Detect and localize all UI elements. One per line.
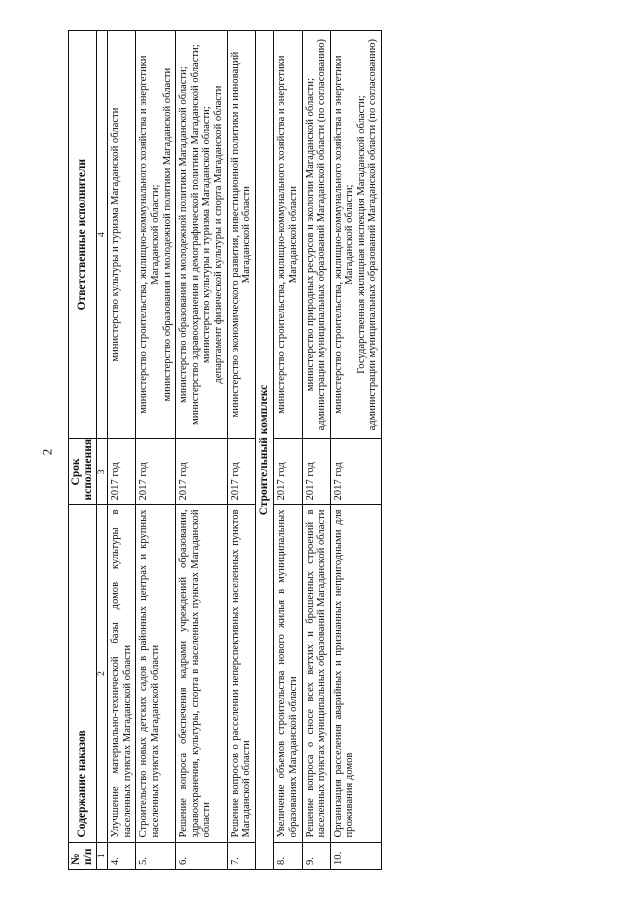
table-row [330, 31, 381, 870]
row-content: Увеличение объемов строительства нового жилья в муниципальных образованиях Магаданской области [274, 505, 302, 842]
executor-line: администрации муниципальных образований Магаданской области (по согласованию) [316, 38, 328, 431]
row-executors [108, 31, 136, 439]
table-header-row [69, 31, 97, 870]
executor-line: Государственная жилищная инспекция Магаданской области; [355, 95, 367, 374]
row-term: 2017 год [227, 439, 255, 505]
row-term: 2017 год [108, 439, 136, 505]
row-content: Решение вопроса о сносе всех ветхих и брошенных строений в населенных пунктах муниципальных образований Магаданской области [302, 505, 330, 842]
table-row [274, 31, 302, 870]
row-number: 4. [108, 842, 136, 869]
header-content: Содержание наказов [69, 505, 97, 842]
row-content: Строительство новых детских садов в районных центрах и крупных населенных пунктах Магаданской области [136, 505, 176, 842]
header-executors: Ответственные исполнители [69, 31, 97, 439]
section-row [255, 31, 274, 870]
executor-line: министерство образования и молодежной политики Магаданской области; [178, 66, 190, 404]
table-row [302, 31, 330, 870]
header-term: Срок исполнения [69, 439, 97, 505]
row-term: 2017 год [136, 439, 176, 505]
table-row [176, 31, 227, 870]
executor-line: министерство экономического развития, инвестиционной политики и инноваций Магаданской области [229, 51, 253, 418]
table-row [108, 31, 136, 870]
executor-line: министерство строительства, жилищно-коммунального хозяйства и энергетики Магаданской области; [138, 55, 161, 414]
table-row [227, 31, 255, 870]
executor-line: министерство природных ресурсов и экологии Магаданской области; [304, 78, 316, 392]
executor-line: министерство здравоохранения и демографической политики Магаданской области; [189, 44, 201, 426]
row-number: 7. [227, 842, 255, 869]
row-content: Решение вопроса обеспечения кадрами учреждений образования, здравоохранения, культуры, спорта в населенных пунктах Магаданской области [176, 505, 227, 842]
executor-line: министерство строительства, жилищно-коммунального хозяйства и энергетики Магаданской области; [332, 55, 356, 414]
column-number: 1 [97, 842, 108, 869]
row-number: 8. [274, 842, 302, 869]
row-executors [176, 31, 227, 439]
column-number: 4 [97, 31, 108, 439]
row-term: 2017 год [274, 439, 302, 505]
row-content: Улучшение материально-технической базы домов культуры в населенных пунктах Магаданской области [108, 505, 136, 842]
orders-table [68, 30, 382, 870]
executor-line: администрации муниципальных образований Магаданской области (по согласованию) [367, 38, 379, 431]
table-row [136, 31, 176, 870]
executor-line: министерство культуры и туризма Магаданской области; [201, 106, 213, 364]
row-executors [330, 31, 381, 439]
row-executors [274, 31, 302, 439]
row-number: 5. [136, 842, 176, 869]
row-number: 10. [330, 842, 381, 869]
row-executors [136, 31, 176, 439]
column-number: 2 [97, 505, 108, 842]
page-number: 2 [39, 448, 55, 456]
table-body-2 [274, 31, 382, 870]
row-term: 2017 год [302, 439, 330, 505]
section-title: Строительный комплекс [255, 31, 274, 870]
row-term: 2017 год [176, 439, 227, 505]
row-number: 6. [176, 842, 227, 869]
executor-line: министерство образования и молодежной политики Магаданской области [161, 67, 173, 402]
executor-line: департамент физической культуры и спорта Магаданской области [212, 85, 224, 384]
column-number-row [97, 31, 108, 870]
column-number: 3 [97, 439, 108, 505]
header-num: № п/п [69, 842, 97, 869]
executor-line: министерство строительства, жилищно-коммунального хозяйства и энергетики Магаданской области [276, 55, 299, 414]
executor-line: министерство культуры и туризма Магаданской области [110, 107, 122, 362]
row-executors [302, 31, 330, 439]
row-executors [227, 31, 255, 439]
row-number: 9. [302, 842, 330, 869]
row-content: Организация расселения аварийных и признанных непригодными для проживания домов [330, 505, 381, 842]
table-body-1 [108, 31, 256, 870]
row-term: 2017 год [330, 439, 381, 505]
row-content: Решение вопросов о расселении неперспективных населенных пунктов Магаданской области [227, 505, 255, 842]
rotated-page [68, 30, 608, 870]
